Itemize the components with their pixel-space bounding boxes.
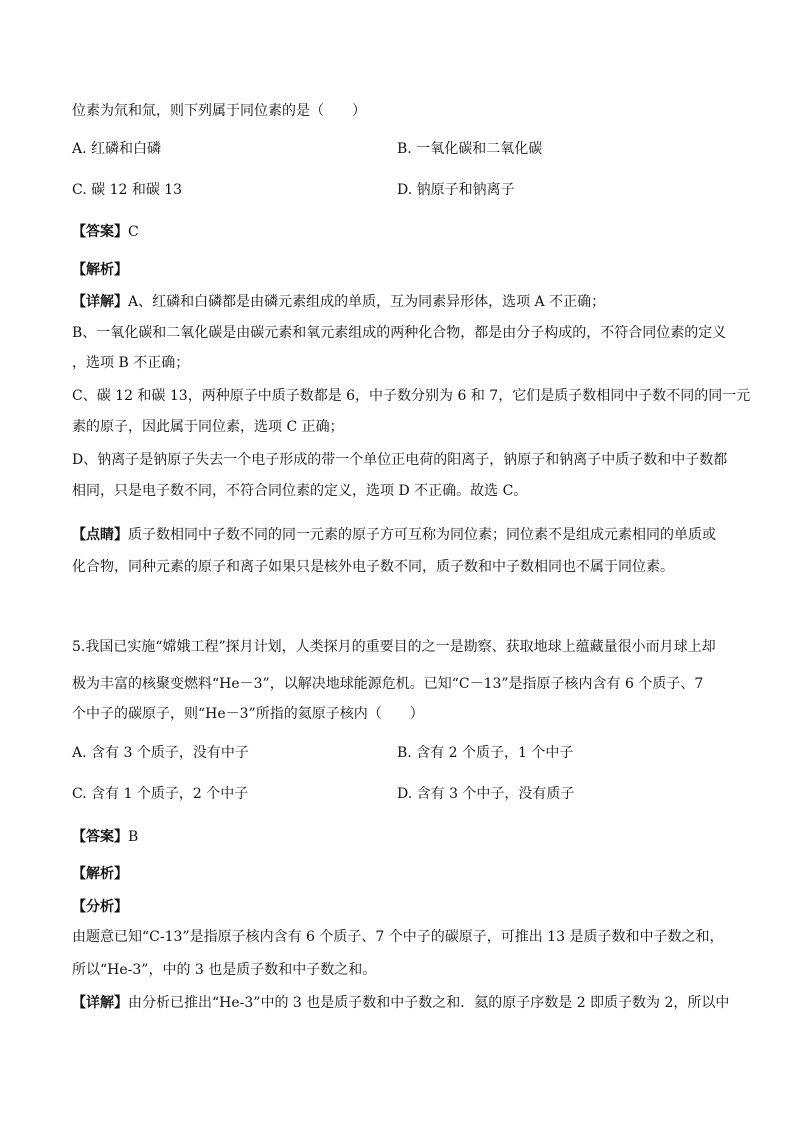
analysis-tag: 解析 — [86, 262, 114, 278]
q5-analysis-heading: 【解析】 — [72, 866, 128, 882]
q4-comment-line-2: 化合物，同种元素的原子和离子如果只是核外电子数不同，质子数和中子数相同也不属于同位素。 — [72, 559, 674, 575]
detail-tag: 【详解】 — [72, 294, 128, 310]
answer-tag: 【答案】 — [72, 224, 128, 240]
analysis-tag: 解析 — [86, 866, 114, 882]
q5-option-c: C. 含有 1 个质子，2 个中子 — [72, 786, 249, 802]
q5-option-d: D. 含有 3 个中子，没有质子 — [397, 786, 575, 802]
q5-answer — [72, 827, 724, 847]
answer-value: B — [128, 829, 139, 845]
q4-detail-line-2: B、一氧化碳和二氧化碳是由碳元素和氧元素组成的两种化合物，都是由分子构成的，不符合同位素的定义 — [72, 325, 727, 341]
q4-option-b: B. 一氧化碳和二氧化碳 — [397, 141, 543, 157]
comment-tag: 【点睛】 — [72, 527, 128, 543]
q5-stem-line-1: 5.我国已实施“嫦娥工程”探月计划，人类探月的重要目的之一是勘察、获取地球上蕴藏量很小而月球上却 — [72, 639, 716, 655]
q4-detail-line-1: 【详解】A、红磷和白磷都是由磷元素组成的单质，互为同素异形体，选项 A 不正确； — [72, 294, 606, 310]
fenxi-tag: 【分析】 — [72, 899, 128, 915]
detail-tag: 【详解】 — [72, 995, 128, 1011]
answer-value: C — [128, 224, 139, 240]
q5-option-b: B. 含有 2 个质子，1 个中子 — [397, 745, 574, 761]
q4-detail-line-7: 相同，只是电子数不同，不符合同位素的定义，选项 D 不正确。故选 C。 — [72, 483, 528, 499]
q4-analysis-heading: 【解析】 — [72, 262, 128, 278]
q5-stem-line-2: 极为丰富的核聚变燃料“He－3”，以解决地球能源危机。已知“C－13”是指原子核内含有 6 个质子、7 — [72, 676, 704, 692]
q4-detail-line-4: C、碳 12 和碳 13，两种原子中质子数都是 6，中子数分别为 6 和 7，它们是质子数相同中子数不同的同一元 — [72, 388, 751, 404]
q5-detail-line-1: 【详解】由分析已推出“He-3”中的 3 也是质子数和中子数之和．氦的原子序数是 2 即质子数为 2，所以中 — [72, 995, 730, 1011]
q4-option-c: C. 碳 12 和碳 13 — [72, 182, 183, 198]
q4-option-a: A. 红磷和白磷 — [72, 141, 162, 157]
q4-detail-line-6: D、钠离子是钠原子失去一个电子形成的带一个单位正电荷的阳离子，钠原子和钠离子中质子数和中子数都 — [72, 452, 728, 468]
answer-tag: 【答案】 — [72, 829, 128, 845]
q4-option-d: D. 钠原子和钠离子 — [397, 182, 515, 198]
q4-detail-line-5: 素的原子，因此属于同位素，选项 C 正确； — [72, 419, 344, 435]
q4-stem: 位素为氘和氚，则下列属于同位素的是（ ） — [72, 103, 366, 119]
q5-fenxi-heading — [72, 897, 724, 917]
q4-detail-line-3: ，选项 B 不正确； — [72, 355, 190, 371]
q5-fenxi-line-2: 所以“He-3”，中的 3 也是质子数和中子数之和。 — [72, 962, 377, 978]
q5-option-a: A. 含有 3 个质子，没有中子 — [72, 745, 249, 761]
q5-fenxi-line-1: 由题意已知“C-13”是指原子核内含有 6 个质子、7 个中子的碳原子，可推出 13 是质子数和中子数之和， — [72, 929, 724, 945]
q4-comment-line-1: 【点睛】质子数相同中子数不同的同一元素的原子方可互称为同位素；同位素不是组成元素相同的单质或 — [72, 527, 716, 543]
q5-stem-line-3: 个中子的碳原子，则“He－3”所指的氦原子核内（ ） — [72, 706, 424, 722]
q4-answer — [72, 222, 724, 242]
